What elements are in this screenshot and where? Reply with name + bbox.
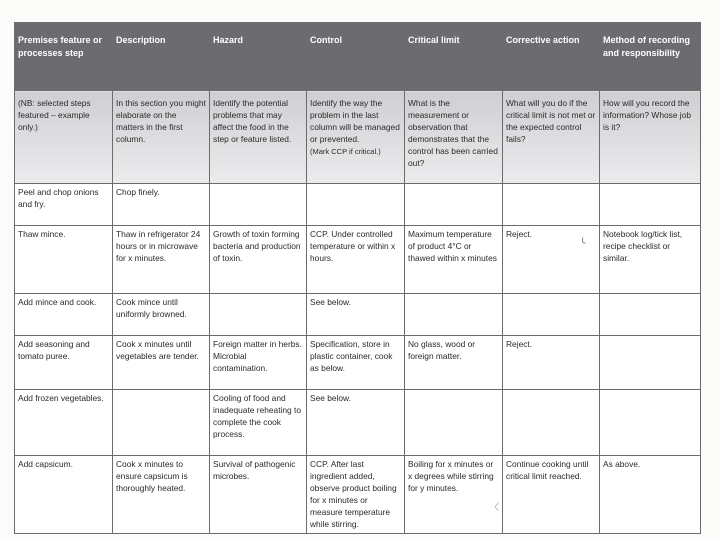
cell-control: See below. <box>307 390 405 456</box>
haccp-table <box>14 22 701 534</box>
cell-step: Add seasoning and tomato puree. <box>15 336 113 390</box>
guide-control-text: Identify the way the problem in the last column will be managed or prevented. <box>310 98 400 144</box>
guide-description: In this section you might elaborate on the matters in the first column. <box>113 91 210 184</box>
cell-hazard: Survival of pathogenic microbes. <box>210 456 307 534</box>
guide-record: How will you record the information? Whose job is it? <box>600 91 701 184</box>
guide-control-note: (Mark CCP if critical.) <box>310 147 381 156</box>
cell-control <box>307 184 405 226</box>
cell-action <box>503 294 600 336</box>
table-row <box>15 336 701 390</box>
guide-limit: What is the measurement or observation that demonstrates that the control has been carried out? <box>405 91 503 184</box>
cell-step: Peel and chop onions and fry. <box>15 184 113 226</box>
cell-limit <box>405 390 503 456</box>
cell-action <box>503 390 600 456</box>
guide-control <box>307 91 405 184</box>
table-row <box>15 184 701 226</box>
cell-description: Cook x minutes until vegetables are tender. <box>113 336 210 390</box>
cell-description: Chop finely. <box>113 184 210 226</box>
cell-description: Cook mince until uniformly browned. <box>113 294 210 336</box>
header-description: Description <box>113 23 210 91</box>
cell-step: Add capsicum. <box>15 456 113 534</box>
header-row <box>15 23 701 91</box>
cell-hazard: Foreign matter in herbs. Microbial contamination. <box>210 336 307 390</box>
table-row <box>15 456 701 534</box>
cell-description: Cook x minutes to ensure capsicum is thoroughly heated. <box>113 456 210 534</box>
cell-description: Thaw in refrigerator 24 hours or in microwave for x minutes. <box>113 226 210 294</box>
cell-limit <box>405 184 503 226</box>
cell-hazard: Growth of toxin forming bacteria and production of toxin. <box>210 226 307 294</box>
cell-control: CCP. Under controlled temperature or within x hours. <box>307 226 405 294</box>
guidance-row <box>15 91 701 184</box>
cell-record <box>600 184 701 226</box>
cell-limit: Boiling for x minutes or x degrees while stirring for y minutes. <box>405 456 503 534</box>
guide-hazard: Identify the potential problems that may affect the food in the step or feature listed. <box>210 91 307 184</box>
guide-action: What will you do if the critical limit is not met or the expected control fails? <box>503 91 600 184</box>
cell-control: CCP. After last ingredient added, observe product boiling for x minutes or measure temperature while stirring. <box>307 456 405 534</box>
cell-description <box>113 390 210 456</box>
header-hazard: Hazard <box>210 23 307 91</box>
table-row <box>15 294 701 336</box>
cell-record <box>600 390 701 456</box>
cell-limit: Maximum temperature of product 4°C or thawed within x minutes <box>405 226 503 294</box>
guide-step: (NB: selected steps featured – example only.) <box>15 91 113 184</box>
cell-record <box>600 336 701 390</box>
table-row <box>15 390 701 456</box>
cell-action <box>503 184 600 226</box>
cell-control: Specification, store in plastic container, cook as below. <box>307 336 405 390</box>
cell-hazard <box>210 184 307 226</box>
cell-record: As above. <box>600 456 701 534</box>
header-control: Control <box>307 23 405 91</box>
cell-hazard: Cooling of food and inadequate reheating to complete the cook process. <box>210 390 307 456</box>
ink-mark: 〈 <box>490 502 500 512</box>
cell-step: Add frozen vegetables. <box>15 390 113 456</box>
header-corrective-action: Corrective action <box>503 23 600 91</box>
cell-limit <box>405 294 503 336</box>
cell-step: Thaw mince. <box>15 226 113 294</box>
header-step: Premises feature or processes step <box>15 23 113 91</box>
cell-control: See below. <box>307 294 405 336</box>
cell-record <box>600 294 701 336</box>
header-critical-limit: Critical limit <box>405 23 503 91</box>
cell-record: Notebook log/tick list, recipe checklist or similar. <box>600 226 701 294</box>
header-recording: Method of recording and responsibility <box>600 23 701 91</box>
cell-step: Add mince and cook. <box>15 294 113 336</box>
ink-mark: ╰ <box>580 238 586 248</box>
table-row <box>15 226 701 294</box>
cell-limit: No glass, wood or foreign matter. <box>405 336 503 390</box>
cell-action: Continue cooking until critical limit reached. <box>503 456 600 534</box>
cell-hazard <box>210 294 307 336</box>
cell-action: Reject. <box>503 336 600 390</box>
cell-action: Reject. <box>503 226 600 294</box>
